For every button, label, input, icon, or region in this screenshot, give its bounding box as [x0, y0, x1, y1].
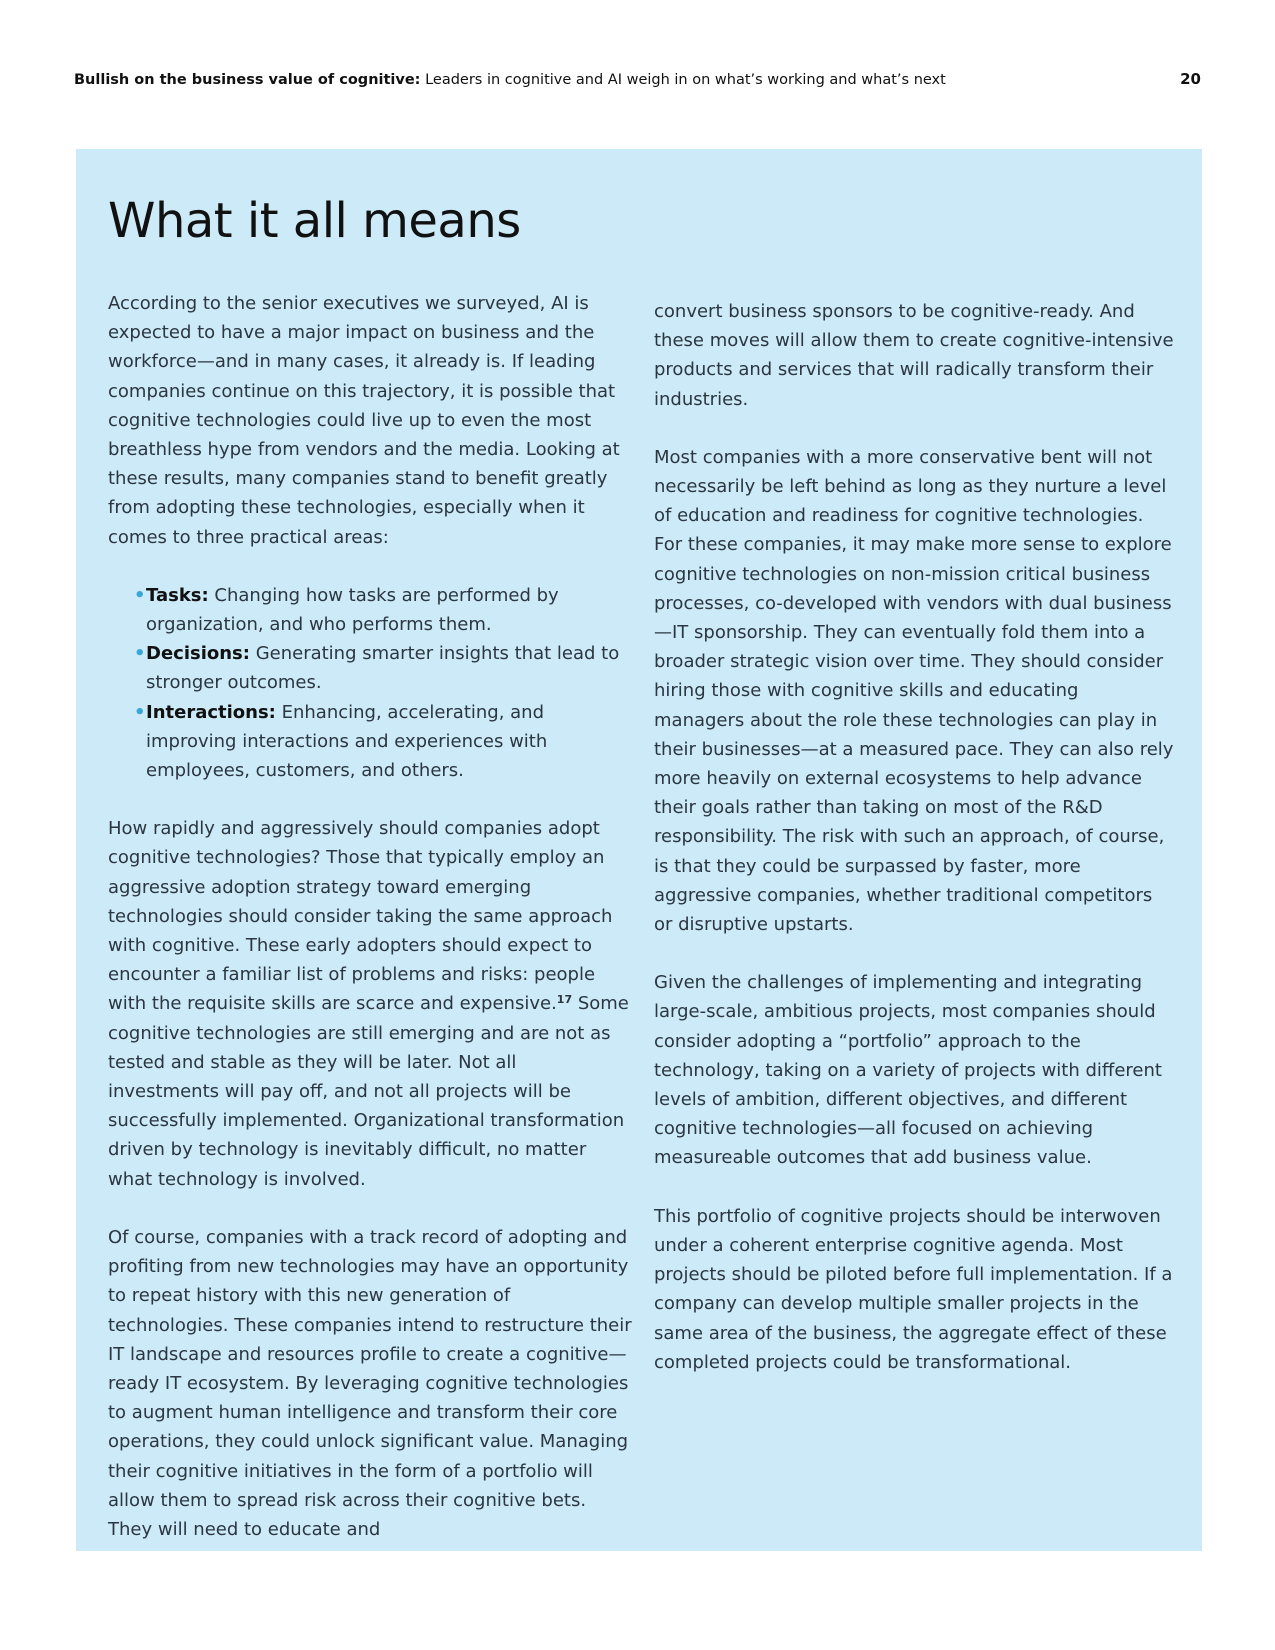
paragraph-track-record: Of course, companies with a track record of adopting and profiting from new technologies may have an opportunity to repeat history with this new generation of technologies. These companies intend to restructure their IT landscape and resources profile to create a cognitive—ready IT ecosystem. By leveraging cognitive technologies to augment human intelligence and transform their core operations, they could unlock significant value. Managing their cognitive initiatives in the form of a portfolio will allow them to spread risk across their cognitive bets. They will need to educate and	[108, 1226, 632, 1540]
paragraph-adoption-part2: Some cognitive technologies are still emerging and are not as tested and stable as they will be later. Not all investments will pay off, and not all projects will be successfully implemented. Organizational transformation driven by technology is inevitably difficult, no matter what technology is involved.	[108, 993, 629, 1190]
paragraph-portfolio-approach: Given the challenges of implementing and integrating large-scale, ambitious projects, most companies should consider adopting a “portfolio” approach to the technology, taking on a variety of projects with different levels of ambition, different objectives, and different cognitive technologies—all focused on achieving measureable outcomes that add business value.	[654, 972, 1162, 1169]
document-title	[74, 72, 946, 88]
practical-areas-list	[108, 581, 633, 785]
list-item-decisions	[134, 639, 633, 697]
page-header	[74, 70, 1201, 88]
paragraph-intro: According to the senior executives we surveyed, AI is expected to have a major impact on business and the workforce—and in many cases, it already is. If leading companies continue on this trajectory, it is possible that cognitive technologies could live up to even the most breathless hype from vendors and the media. Looking at these results, many companies stand to benefit greatly from adopting these technologies, especially when it comes to three practical areas:	[108, 293, 620, 548]
list-item-text: Generating smarter insights that lead to stronger outcomes.	[146, 643, 620, 694]
bullet-icon: •	[134, 643, 146, 665]
list-item-tasks	[134, 581, 633, 639]
paragraph-adoption	[108, 814, 633, 1194]
paragraph-conservative	[654, 443, 1174, 939]
list-item-term: Decisions:	[146, 643, 250, 665]
section-heading: What it all means	[108, 193, 521, 249]
right-column	[654, 297, 1174, 1406]
left-column	[108, 289, 633, 1573]
paragraph-continuation: convert business sponsors to be cognitive-ready. And these moves will allow them to create cognitive-intensive products and services that will radically transform their industries.	[654, 301, 1174, 410]
list-item-text: Enhancing, accelerating, and improving interactions and experiences with employees, customers, and others.	[146, 701, 548, 782]
paragraph-adoption-part1: How rapidly and aggressively should companies adopt cognitive technologies? Those that typically employ an aggressive adoption strategy toward emerging technologies should consider taking the same approach with cognitive. These early adopters should expect to encounter a familiar list of problems and risks: people with the requisite skills are scarce and expensive.	[108, 818, 613, 1015]
list-item-interactions	[134, 698, 633, 786]
document-title-bold: Bullish on the business value of cognitive:	[74, 72, 421, 88]
bullet-icon: •	[134, 584, 146, 606]
page-number: 20	[1180, 70, 1201, 88]
paragraph-portfolio-agenda: This portfolio of cognitive projects should be interwoven under a coherent enterprise cognitive agenda. Most projects should be piloted before full implementation. If a company can develop multiple smaller projects in the same area of the business, the aggregate effect of these completed projects could be transformational.	[654, 1205, 1173, 1373]
content-panel	[76, 149, 1202, 1551]
list-item-term: Tasks:	[146, 584, 209, 606]
list-item-text: Changing how tasks are performed by organization, and who performs them.	[146, 584, 559, 636]
paragraph-conservative-part2: For these companies, it may make more sense to explore cognitive technologies on non-mission critical business processes, co-developed with vendors with dual business—IT sponsorship. They can eventually fold them into a broader strategic vision over time. They should consider hiring those with cognitive skills and educating managers about the role these technologies can play in their businesses—at a measured pace. They can also rely more heavily on external ecosystems to help advance their goals rather than taking on most of the R&D responsibility. The risk with such an approach, of course, is that they could be surpassed by faster, more aggressive companies, whether traditional competitors or disruptive upstarts.	[654, 534, 1174, 936]
paragraph-conservative-part1: Most companies with a more conservative bent will not necessarily be left behind as long as they nurture a level of education and readiness for cognitive technologies.	[654, 446, 1167, 527]
list-item-term: Interactions:	[146, 701, 276, 723]
document-title-subtitle: Leaders in cognitive and AI weigh in on what’s working and what’s next	[420, 72, 946, 88]
footnote-ref: 17	[556, 993, 573, 1007]
bullet-icon: •	[134, 701, 146, 723]
